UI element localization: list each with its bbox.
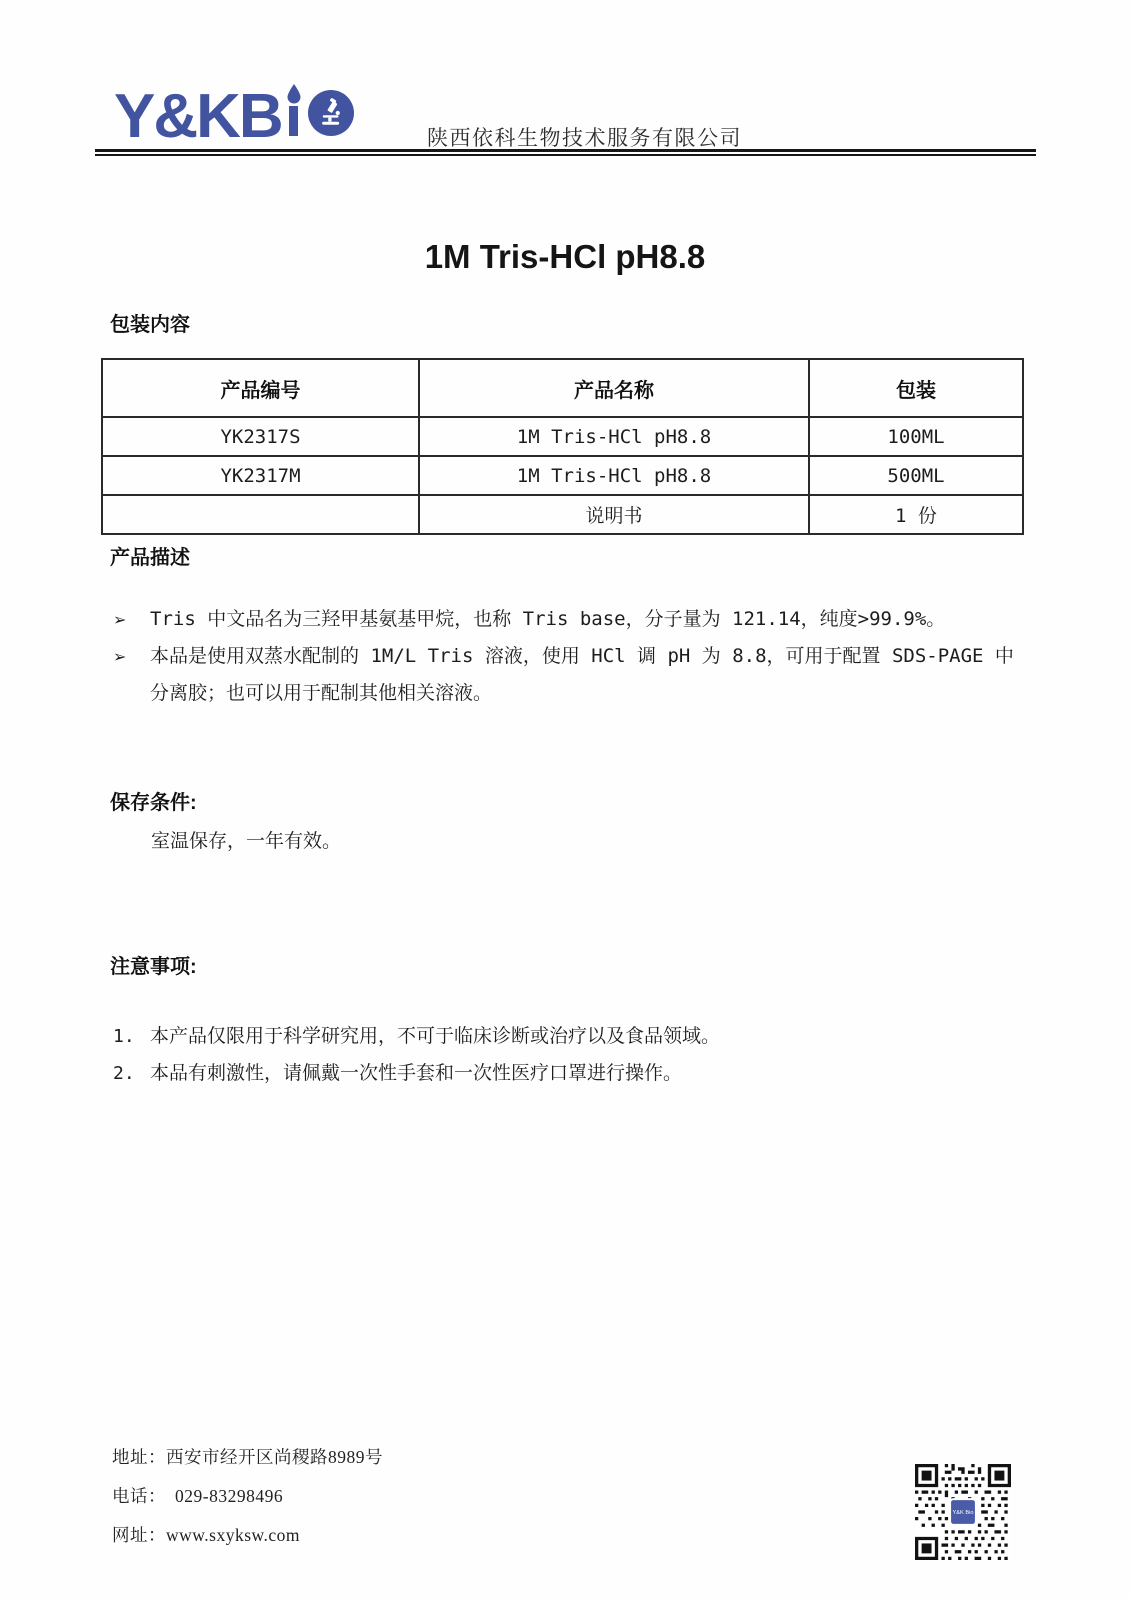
cell-package: 1 份 <box>809 495 1023 534</box>
storage-body: 室温保存，一年有效。 <box>151 830 342 852</box>
col-header-package: 包装 <box>809 359 1023 417</box>
microscope-icon <box>316 98 346 128</box>
cell-product-code <box>102 495 419 534</box>
cell-product-code: YK2317S <box>102 417 419 456</box>
cell-product-name: 1M Tris-HCl pH8.8 <box>419 456 809 495</box>
address-label: 地址： <box>112 1447 166 1467</box>
arrowhead-bullet-icon: ➢ <box>113 647 127 666</box>
list-number: 1. <box>113 1026 135 1047</box>
product-title: 1M Tris-HCl pH8.8 <box>424 238 706 275</box>
logo-wordmark: Y&KB <box>114 82 282 151</box>
notes-heading: 注意事项: <box>110 956 197 978</box>
cell-package: 100ML <box>809 417 1023 456</box>
website-label: 网址： <box>112 1525 166 1545</box>
list-item <box>113 1018 1020 1055</box>
table-row <box>102 456 1023 495</box>
arrowhead-bullet-icon: ➢ <box>113 610 127 629</box>
bullet-text: 本品是使用双蒸水配制的 1M/L Tris 溶液，使用 HCl 调 pH 为 8.8，可用于配置 SDS-PAGE 中分离胶；也可以用于配制其他相关溶液。 <box>150 645 1014 704</box>
company-name: 陕西依科生物技术服务有限公司 <box>427 126 742 150</box>
cell-product-name: 1M Tris-HCl pH8.8 <box>419 417 809 456</box>
packaging-heading: 包装内容 <box>110 314 190 336</box>
storage-heading: 保存条件: <box>110 792 197 814</box>
qr-code-image <box>915 1464 1011 1560</box>
droplet-icon <box>286 84 302 104</box>
logo-i-stem <box>289 106 298 136</box>
list-item <box>113 1055 1020 1092</box>
qr-code <box>915 1464 1011 1560</box>
qr-center-label: Y&K Bio <box>952 1509 974 1516</box>
cell-package: 500ML <box>809 456 1023 495</box>
cell-product-code: YK2317M <box>102 456 419 495</box>
description-bullet-list <box>113 601 1020 712</box>
list-number: 2. <box>113 1063 135 1084</box>
address-value: 西安市经开区尚稷路8989号 <box>166 1447 383 1467</box>
header-divider <box>95 149 1036 156</box>
footer-phone-line <box>112 1483 283 1508</box>
website-value: www.sxyksw.com <box>166 1525 301 1545</box>
col-header-product-name: 产品名称 <box>419 359 809 417</box>
footer-address-line <box>112 1444 383 1469</box>
col-header-product-code: 产品编号 <box>102 359 419 417</box>
bullet-text: Tris 中文品名为三羟甲基氨基甲烷，也称 Tris base，分子量为 121.14，纯度>99.9%。 <box>150 608 946 630</box>
cell-product-name: 说明书 <box>419 495 809 534</box>
note-text: 本产品仅限用于科学研究用，不可于临床诊断或治疗以及食品领域。 <box>150 1025 721 1047</box>
list-item <box>113 638 1020 712</box>
table-header-row <box>102 359 1023 417</box>
phone-value: 029-83298496 <box>175 1486 284 1506</box>
footer-website-line <box>112 1522 300 1547</box>
description-heading: 产品描述 <box>110 547 190 569</box>
phone-label: 电话： <box>112 1486 166 1506</box>
company-logo <box>114 82 354 151</box>
note-text: 本品有刺激性，请佩戴一次性手套和一次性医疗口罩进行操作。 <box>150 1062 683 1084</box>
table-row <box>102 417 1023 456</box>
logo-microscope-badge <box>308 90 354 136</box>
logo-letter-i <box>286 84 302 136</box>
table-row <box>102 495 1023 534</box>
list-item <box>113 601 1020 638</box>
packaging-table <box>101 358 1024 535</box>
notes-list <box>113 1018 1020 1092</box>
